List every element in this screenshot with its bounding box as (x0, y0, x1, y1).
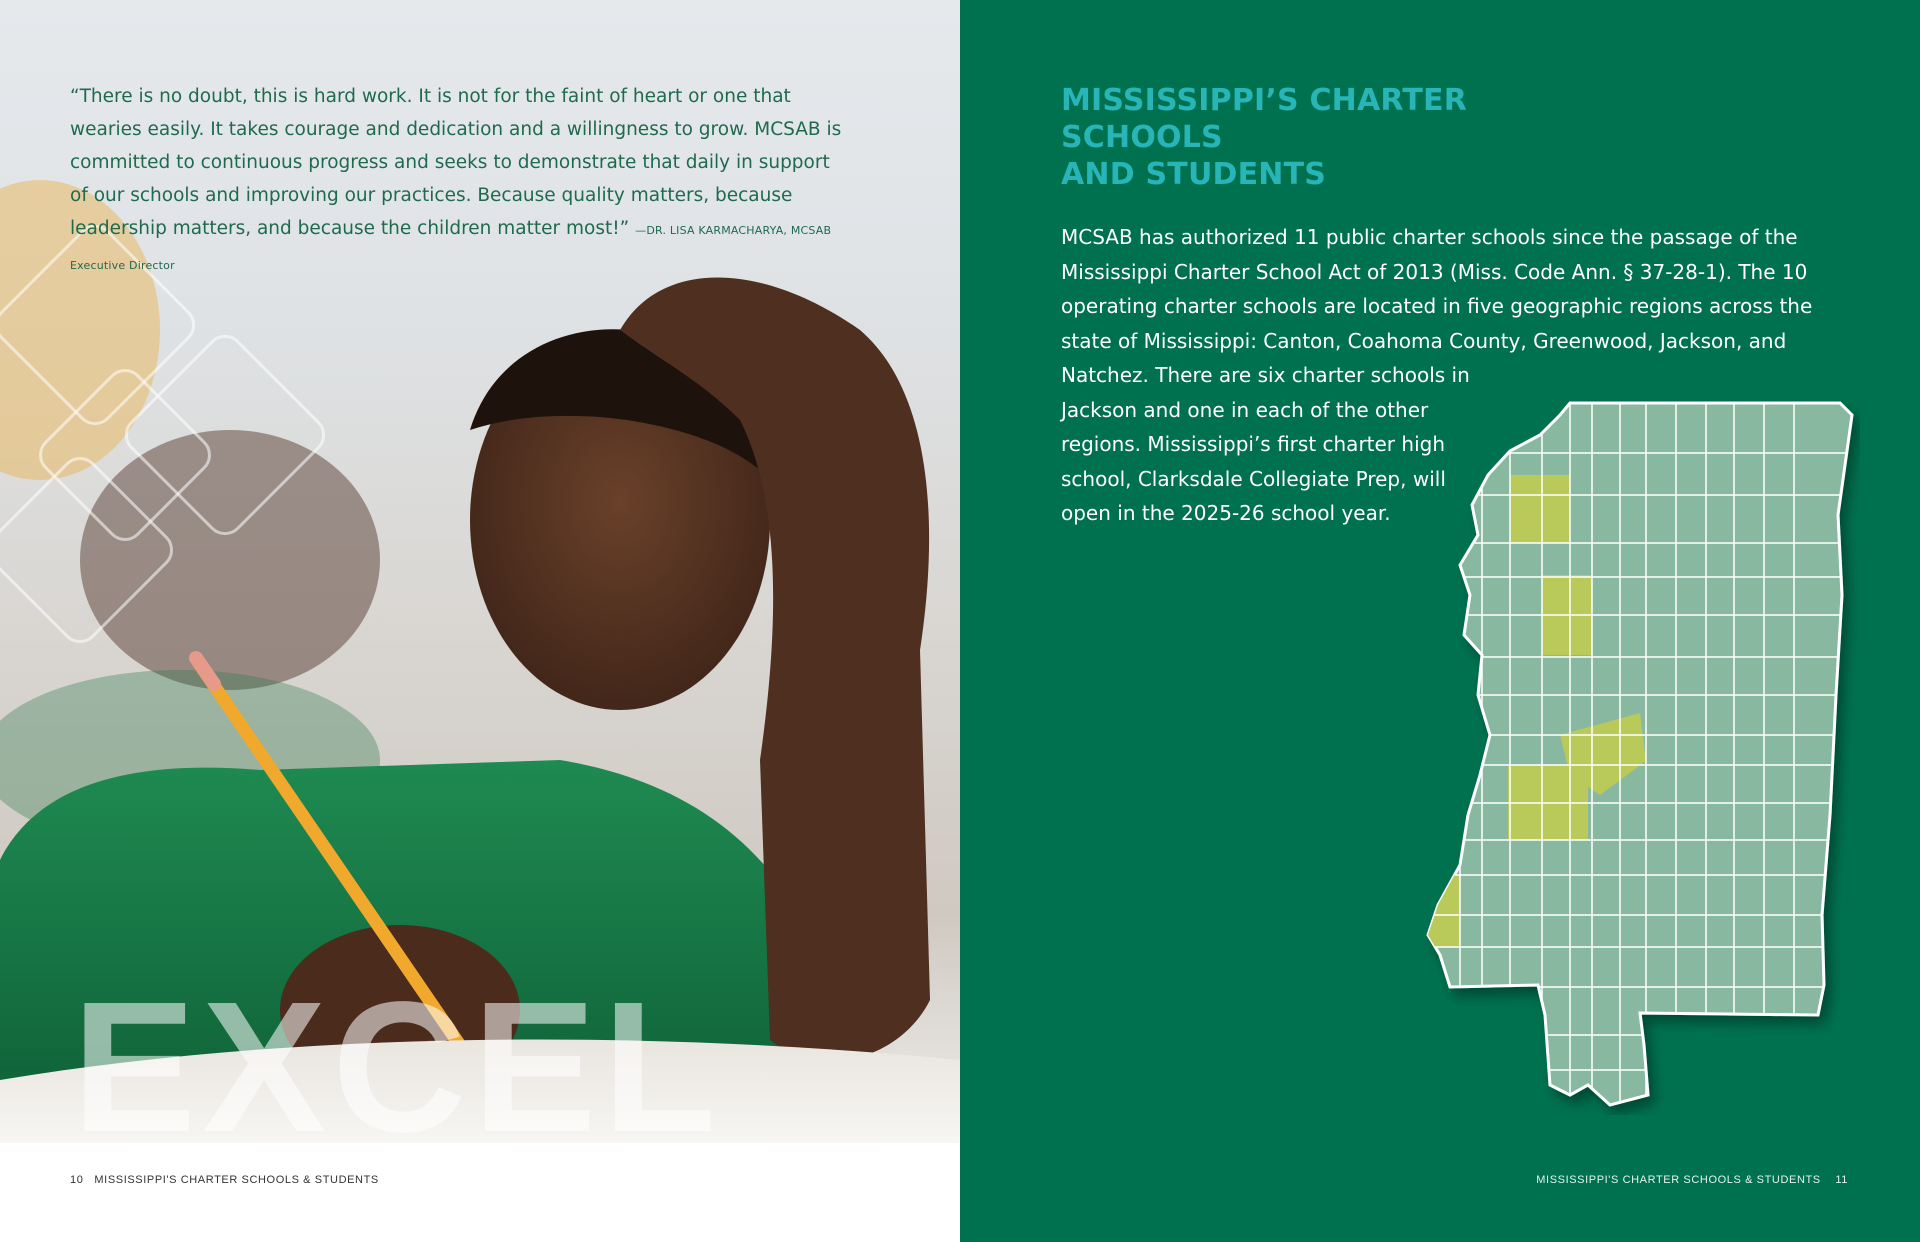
student-photo (0, 0, 960, 1143)
body-line: MCSAB has authorized 11 public charter schools since the passage of the (1061, 225, 1798, 249)
body-line: operating charter schools are located in five geographic regions across the (1061, 294, 1813, 318)
quote-text: “There is no doubt, this is hard work. It is not for the faint of heart or one that wearies easily. It takes courage and dedication and a willingness to grow. MCSAB is committed to continuous progress and seeks to demonstrate that daily in support of our schools and improving our practices. Because quality matters, because leadership matters, and because the children matter most!” (70, 86, 842, 239)
body-line: regions. Mississippi’s first charter high (1061, 432, 1445, 456)
mississippi-county-map (1420, 395, 1860, 1115)
left-folio (70, 1174, 379, 1186)
right-folio (1536, 1174, 1848, 1186)
quote-attribution: —DR. LISA KARMACHARYA, MCSAB Executive Director (70, 224, 832, 272)
left-running-header: MISSISSIPPI'S CHARTER SCHOOLS & STUDENTS (94, 1174, 379, 1186)
executive-quote (70, 80, 850, 282)
body-line: open in the 2025-26 school year. (1061, 501, 1391, 525)
right-page-number: 11 (1835, 1174, 1848, 1186)
body-line: state of Mississippi: Canton, Coahoma County, Greenwood, Jackson, and (1061, 328, 1787, 353)
right-running-header: MISSISSIPPI'S CHARTER SCHOOLS & STUDENTS (1536, 1174, 1821, 1186)
county-adams-highlight (1420, 875, 1460, 947)
county-coahoma-highlight (1510, 475, 1570, 543)
body-line: Natchez. There are six charter schools in (1061, 363, 1470, 387)
left-page-number: 10 (70, 1174, 84, 1186)
page-title-line-2: AND STUDENTS (1061, 157, 1327, 192)
excel-overlay-word: EXCEL (72, 964, 723, 1143)
body-line: Mississippi Charter School Act of 2013 (Miss. Code Ann. § 37-28-1). The 10 (1061, 259, 1808, 284)
page-title (1061, 82, 1621, 193)
body-line: Jackson and one in each of the other (1061, 397, 1429, 422)
body-line: school, Clarksdale Collegiate Prep, will (1061, 466, 1446, 491)
page-title-line-1: MISSISSIPPI’S CHARTER SCHOOLS (1061, 83, 1468, 155)
